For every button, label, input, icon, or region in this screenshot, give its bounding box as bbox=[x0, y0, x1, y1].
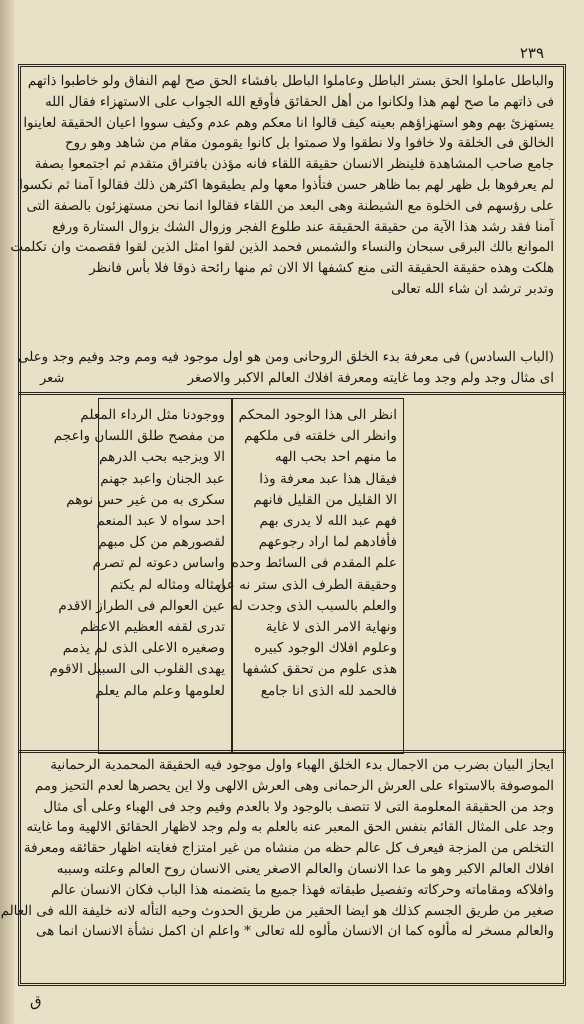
upper-section-divider bbox=[18, 392, 566, 395]
top-prose-block bbox=[10, 72, 554, 301]
chapter-heading: (الباب السادس) فى معرفة بدء الخلق الروحانى ومن هو اول موجود فيه ومم وجد وفيم وجد وعلى bbox=[18, 350, 554, 365]
chapter-heading-block bbox=[18, 348, 554, 390]
poem-verse: واساس دعوته لم تصرم bbox=[92, 555, 225, 572]
prose-line: الموانع بالك البرقى سبحان والنساء والشمس فحمد الذين لقوا امثل الذين لقوا فقصمت وان تكلمت bbox=[10, 240, 554, 256]
prose-line: والعالم مسخر له مألوه كما ان الانسان مألوه لله تعالى * واعلم ان اكمل نشأة الانسان انما هى bbox=[36, 924, 554, 940]
poem-verse: والعلم بالسبب الذى وجدت له bbox=[231, 597, 397, 614]
prose-line: يستهزئ بهم وهو استهزاؤهم بعينه كيف قالوا انا معكم وهم عدم وكيف سووا اعيان الحقيقة لعاينوا bbox=[23, 115, 554, 131]
poem-verse: تدرى لقفه العظيم الاعظم bbox=[80, 619, 225, 636]
prose-line: والباطل عاملوا الحق بستر الباطل وعاملوا الباطل بافشاء الحق صح لهم النفاق ولو خاطبوا ذاتهم bbox=[27, 74, 554, 89]
prose-line: جامع صاحب المشاهدة فلينظر الانسان حقيقة اللقاء فانه مؤذن بافتراق متقدم ثم اجتمعوا بصفة bbox=[34, 157, 554, 173]
poem-verse: الا ويزجيه بحب الدرهم bbox=[99, 449, 225, 466]
poem-verse: عبد الجنان واعبد جهنم bbox=[100, 470, 225, 487]
prose-line: افلاك العالم الاكبر وهو ما عدا الانسان والعالم الاصغر يعنى الانسان روح العالم وعلته وسببه bbox=[56, 861, 554, 877]
poem-verse: فأفادهم لما اراد رجوعهم bbox=[258, 534, 397, 551]
prose-line: وافلاكه ومقاماته وحركاته وتفصيل طبقاته فهذا جميع ما يتضمنه هذا الباب فكان الانسان عالم bbox=[51, 882, 554, 898]
prose-line: آمنا فقد رشد هذا الآية من حقيقة الحقيقة عند طلوع الفجر وزوال الشك بزوال الستارة ورفع bbox=[52, 219, 554, 235]
poem-verse: انظر الى هذا الوجود المحكم bbox=[238, 407, 397, 423]
poem-left-column bbox=[49, 398, 232, 754]
chapter-heading-continued: اى مثال وجد ولم وجد وما غايته ومعرفة افلاك العالم الاكبر والاصغر bbox=[187, 370, 554, 386]
poem-verse: فالحمد لله الذى انا جامع bbox=[260, 682, 397, 699]
prose-line: التخلص من المزجة فيعرف كل عالم حظه من منشاه من غير امتزاج فغايته اظهار حقائقه ومعرفة bbox=[23, 841, 554, 857]
prose-line: الخالق فى الخلقة ولا خافوا ولا نطقوا ولا صمتوا بل كانوا يقومون مقام من شاهد وهو روح bbox=[64, 136, 554, 152]
page-number: ٢٣٩ bbox=[519, 44, 544, 62]
poem-verse: ووجودنا مثل الرداء المعلم bbox=[80, 407, 225, 423]
poem-verse: وانظر الى خلقته فى ملكهم bbox=[244, 428, 397, 445]
signature-mark: ق bbox=[30, 992, 42, 1010]
poem-verse: ونهاية الامر الذى لا غاية bbox=[265, 619, 397, 636]
poem-verse: فهم عبد الله لا يدرى بهم bbox=[259, 513, 397, 530]
poem-verse: يهدى القلوب الى السبيل الاقوم bbox=[49, 661, 225, 678]
poem-verse: فيقال هذا عبد معرفة وذا bbox=[259, 470, 397, 487]
prose-line: وجد على المثال القائم بنفس الحق المعبر عنه بالعلم به ولم وجد لاظهار الحقائق الالهية وما غايته bbox=[26, 820, 554, 836]
prose-line: صغير من طريق الجسم كذلك هو ايضا الحقير من طريق الحدوث وحيه التأله لانه خليفة الله فى العالم bbox=[0, 903, 554, 919]
poem-right-column bbox=[216, 398, 404, 754]
prose-line: وتدبر ترشد ان شاء الله تعالى bbox=[390, 281, 554, 297]
prose-line: هلكت وهذه حقيقة الحقيقة التى منع كشفها الا الان ثم منها رائحة ذوقا فلا بأس فانظر bbox=[89, 261, 554, 277]
poem-verse: عين العوالم فى الطراز الاقدم bbox=[58, 597, 225, 614]
poem-verse: ما منهم احد بحب الهه bbox=[274, 449, 397, 466]
prose-line: فى ذاتهم ما صح لهم هذا ولكانوا من أهل الحقائق فأوقع الله الجواب على الاستهزاء فقال الله bbox=[44, 94, 554, 110]
prose-line: على رؤسهم فى الخلوة مع الشيطنة وهى البعد من اللقاء فقالوا انما نحن مستهزئون بالصفة التى bbox=[26, 198, 554, 214]
poem-verse: سكرى به من غير حس نوهم bbox=[66, 491, 225, 508]
poem-verse: لقصورهم من كل مبهم bbox=[98, 534, 225, 551]
prose-line: الموصوفة بالاستواء على العرش الرحمانى وهى العرش الالهى ولا اين يحصرها لعدم التحيز ومم bbox=[34, 778, 554, 794]
poem-verse: من مفصح طلق اللسان واعجم bbox=[53, 428, 225, 445]
poem-verse: احد سواه لا عبد المنعم bbox=[96, 513, 225, 530]
poem-verse: وصغيره الاعلى الذى لم يذمم bbox=[62, 640, 225, 657]
prose-line: ايجاز البيان بضرب من الاجمال بدء الخلق الهباء واول موجود فيه الحقيقة المحمدية الرحمانية bbox=[50, 758, 554, 773]
bottom-prose-block bbox=[0, 756, 554, 943]
poem-verse: وعلوم افلاك الوجود كبيره bbox=[254, 640, 397, 657]
poem-verse: وحقيقة الطرف الذى ستر نه عن bbox=[216, 576, 397, 593]
poem-verse: امثاله ومثاله لم يكتم bbox=[110, 576, 225, 593]
poem-label: شعر bbox=[40, 371, 65, 386]
lower-section-divider bbox=[18, 750, 566, 753]
poem-verse: هذى علوم من تحقق كشفها bbox=[242, 661, 397, 678]
page-binding-shadow bbox=[0, 0, 14, 1024]
poem-verse: الا القليل من القليل فانهم bbox=[253, 491, 397, 508]
poem-verse: لعلومها وعلم مالم يعلم bbox=[95, 682, 225, 699]
prose-line: وجد من الحقيقة المعلومة التى لا تتصف بالوجود ولا بالعدم وفيم وجد فى الهباء وعلى أى مثال bbox=[43, 799, 554, 815]
prose-line: لم يعرفوها بل ظهر لهم بما ظاهر حسن فتأذوا معها ولم يطيقوها اكثرهن ذلك فقالوا آمنا ثم نكسوا bbox=[19, 177, 554, 193]
poem-verse: علم المقدم فى السائط وحده bbox=[231, 555, 397, 572]
